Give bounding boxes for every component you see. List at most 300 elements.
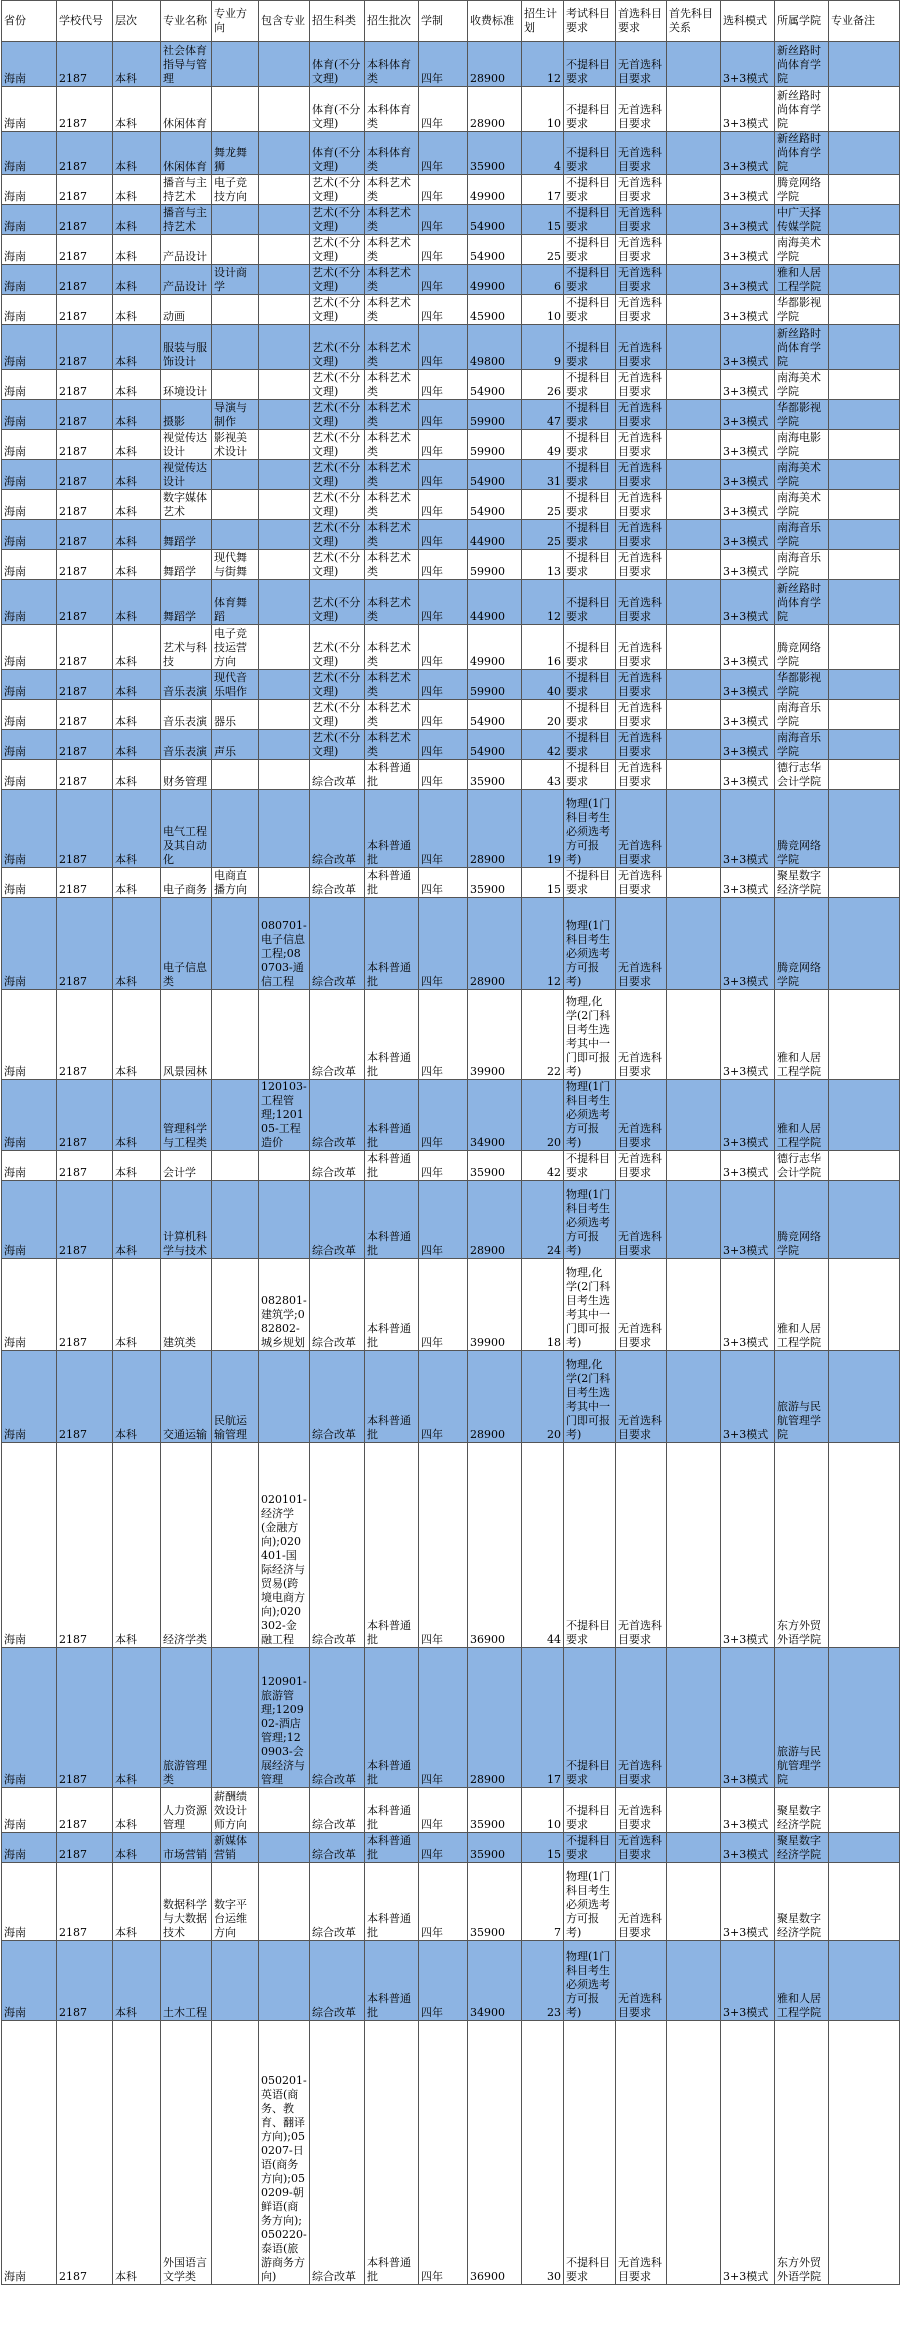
cell-exam-subject-req: 不提科目要求 [564, 760, 616, 790]
cell-duration: 四年 [419, 460, 468, 490]
cell-exam-subject-req: 不提科目要求 [564, 295, 616, 325]
cell-college: 南海音乐学院 [775, 520, 829, 550]
cell-first-subject-req: 无首选科目要求 [616, 1351, 667, 1443]
cell-level: 本科 [113, 1443, 161, 1648]
cell-first-subject-req: 无首选科目要求 [616, 1181, 667, 1259]
cell-province: 海南 [2, 868, 57, 898]
cell-subject-category: 艺术(不分文理) [310, 625, 365, 670]
cell-tuition: 59900 [468, 550, 522, 580]
cell-exam-subject-req: 物理(1门科目考生必须选考方可报考) [564, 898, 616, 990]
cell-subject-category: 艺术(不分文理) [310, 490, 365, 520]
cell-major-name: 交通运输 [161, 1351, 212, 1443]
cell-first-subject-relation [667, 1941, 721, 2021]
cell-province: 海南 [2, 265, 57, 295]
cell-first-subject-relation [667, 2021, 721, 2285]
cell-level: 本科 [113, 1863, 161, 1941]
cell-major-direction [212, 1443, 259, 1648]
table-row [2, 580, 900, 625]
cell-province: 海南 [2, 760, 57, 790]
cell-major-name: 人力资源管理 [161, 1788, 212, 1833]
table-row [2, 325, 900, 370]
cell-major-direction [212, 1080, 259, 1151]
header-tuition: 收费标准 [468, 1, 522, 42]
cell-major-remark [829, 1259, 900, 1351]
cell-subject-category: 艺术(不分文理) [310, 175, 365, 205]
cell-province: 海南 [2, 898, 57, 990]
cell-school-code: 2187 [57, 1351, 113, 1443]
cell-included-majors [259, 550, 310, 580]
cell-selection-mode: 3+3模式 [721, 1648, 775, 1788]
cell-major-remark [829, 1863, 900, 1941]
cell-exam-subject-req: 不提科目要求 [564, 1788, 616, 1833]
cell-school-code: 2187 [57, 700, 113, 730]
admission-plan-table [1, 0, 900, 2285]
table-row [2, 265, 900, 295]
cell-exam-subject-req: 不提科目要求 [564, 550, 616, 580]
cell-major-name: 播音与主持艺术 [161, 175, 212, 205]
cell-subject-category: 艺术(不分文理) [310, 235, 365, 265]
cell-major-name: 数据科学与大数据技术 [161, 1863, 212, 1941]
cell-level: 本科 [113, 700, 161, 730]
cell-major-name: 音乐表演 [161, 670, 212, 700]
cell-school-code: 2187 [57, 670, 113, 700]
cell-exam-subject-req: 不提科目要求 [564, 205, 616, 235]
cell-major-name: 会计学 [161, 1151, 212, 1181]
cell-major-remark [829, 520, 900, 550]
cell-batch: 本科普通批 [365, 790, 419, 868]
table-body [2, 42, 900, 2285]
cell-duration: 四年 [419, 400, 468, 430]
cell-exam-subject-req: 不提科目要求 [564, 400, 616, 430]
cell-tuition: 35900 [468, 1833, 522, 1863]
cell-selection-mode: 3+3模式 [721, 580, 775, 625]
cell-batch: 本科普通批 [365, 990, 419, 1080]
cell-duration: 四年 [419, 42, 468, 87]
cell-batch: 本科艺术类 [365, 265, 419, 295]
cell-first-subject-req: 无首选科目要求 [616, 760, 667, 790]
cell-province: 海南 [2, 460, 57, 490]
cell-school-code: 2187 [57, 1788, 113, 1833]
cell-included-majors [259, 175, 310, 205]
cell-college: 德行志华会计学院 [775, 1151, 829, 1181]
cell-batch: 本科普通批 [365, 1941, 419, 2021]
cell-college: 新丝路时尚体育学院 [775, 580, 829, 625]
cell-tuition: 49900 [468, 175, 522, 205]
cell-first-subject-relation [667, 1181, 721, 1259]
cell-enrollment-plan: 23 [522, 1941, 564, 2021]
header-first-subject-req: 首选科目要求 [616, 1, 667, 42]
cell-duration: 四年 [419, 205, 468, 235]
cell-included-majors [259, 325, 310, 370]
cell-duration: 四年 [419, 1080, 468, 1151]
cell-province: 海南 [2, 2021, 57, 2285]
cell-first-subject-req: 无首选科目要求 [616, 550, 667, 580]
cell-province: 海南 [2, 1863, 57, 1941]
table-row [2, 1181, 900, 1259]
cell-school-code: 2187 [57, 580, 113, 625]
cell-school-code: 2187 [57, 205, 113, 235]
cell-major-remark [829, 1351, 900, 1443]
cell-level: 本科 [113, 670, 161, 700]
cell-duration: 四年 [419, 295, 468, 325]
cell-exam-subject-req: 不提科目要求 [564, 670, 616, 700]
cell-batch: 本科普通批 [365, 1259, 419, 1351]
cell-selection-mode: 3+3模式 [721, 175, 775, 205]
cell-exam-subject-req: 物理,化学(2门科目考生选考其中一门即可报考) [564, 1351, 616, 1443]
cell-major-direction [212, 2021, 259, 2285]
cell-batch: 本科普通批 [365, 898, 419, 990]
cell-major-direction [212, 42, 259, 87]
table-row [2, 990, 900, 1080]
cell-subject-category: 综合改革 [310, 1259, 365, 1351]
cell-included-majors [259, 370, 310, 400]
cell-province: 海南 [2, 490, 57, 520]
cell-major-direction: 民航运输管理 [212, 1351, 259, 1443]
cell-tuition: 36900 [468, 2021, 522, 2285]
cell-selection-mode: 3+3模式 [721, 87, 775, 132]
cell-major-name: 音乐表演 [161, 730, 212, 760]
cell-college: 南海音乐学院 [775, 730, 829, 760]
cell-major-direction: 体育舞蹈 [212, 580, 259, 625]
cell-province: 海南 [2, 295, 57, 325]
header-duration: 学制 [419, 1, 468, 42]
cell-first-subject-req: 无首选科目要求 [616, 1941, 667, 2021]
cell-exam-subject-req: 物理(1门科目考生必须选考方可报考) [564, 1863, 616, 1941]
cell-batch: 本科体育类 [365, 87, 419, 132]
cell-major-name: 艺术与科技 [161, 625, 212, 670]
cell-major-remark [829, 898, 900, 990]
cell-major-name: 旅游管理类 [161, 1648, 212, 1788]
cell-major-direction: 电商直播方向 [212, 868, 259, 898]
cell-included-majors [259, 1788, 310, 1833]
cell-first-subject-req: 无首选科目要求 [616, 580, 667, 625]
cell-province: 海南 [2, 1788, 57, 1833]
cell-major-direction [212, 370, 259, 400]
cell-selection-mode: 3+3模式 [721, 700, 775, 730]
cell-duration: 四年 [419, 670, 468, 700]
cell-major-remark [829, 625, 900, 670]
cell-tuition: 28900 [468, 898, 522, 990]
table-row [2, 42, 900, 87]
cell-enrollment-plan: 13 [522, 550, 564, 580]
cell-school-code: 2187 [57, 1080, 113, 1151]
cell-tuition: 54900 [468, 700, 522, 730]
cell-enrollment-plan: 15 [522, 1833, 564, 1863]
cell-first-subject-relation [667, 730, 721, 760]
cell-tuition: 49900 [468, 265, 522, 295]
cell-school-code: 2187 [57, 550, 113, 580]
cell-exam-subject-req: 不提科目要求 [564, 868, 616, 898]
cell-subject-category: 综合改革 [310, 898, 365, 990]
cell-first-subject-req: 无首选科目要求 [616, 1863, 667, 1941]
cell-selection-mode: 3+3模式 [721, 1941, 775, 2021]
cell-first-subject-relation [667, 325, 721, 370]
cell-level: 本科 [113, 132, 161, 175]
cell-college: 南海美术学院 [775, 235, 829, 265]
cell-major-direction: 现代音乐唱作 [212, 670, 259, 700]
cell-major-direction: 电子竞技方向 [212, 175, 259, 205]
cell-level: 本科 [113, 235, 161, 265]
cell-subject-category: 综合改革 [310, 868, 365, 898]
cell-selection-mode: 3+3模式 [721, 1833, 775, 1863]
cell-exam-subject-req: 不提科目要求 [564, 625, 616, 670]
table-row [2, 1259, 900, 1351]
cell-subject-category: 综合改革 [310, 1443, 365, 1648]
cell-province: 海南 [2, 520, 57, 550]
cell-college: 腾竞网络学院 [775, 790, 829, 868]
cell-duration: 四年 [419, 370, 468, 400]
cell-exam-subject-req: 不提科目要求 [564, 370, 616, 400]
cell-tuition: 59900 [468, 430, 522, 460]
cell-school-code: 2187 [57, 235, 113, 265]
cell-exam-subject-req: 不提科目要求 [564, 730, 616, 760]
cell-first-subject-req: 无首选科目要求 [616, 87, 667, 132]
cell-selection-mode: 3+3模式 [721, 325, 775, 370]
cell-batch: 本科艺术类 [365, 235, 419, 265]
table-row [2, 175, 900, 205]
cell-major-remark [829, 730, 900, 760]
cell-tuition: 39900 [468, 1259, 522, 1351]
cell-school-code: 2187 [57, 760, 113, 790]
cell-major-direction: 薪酬绩效设计师方向 [212, 1788, 259, 1833]
cell-selection-mode: 3+3模式 [721, 430, 775, 460]
header-row [2, 1, 900, 42]
cell-school-code: 2187 [57, 132, 113, 175]
cell-major-name: 土木工程 [161, 1941, 212, 2021]
cell-level: 本科 [113, 175, 161, 205]
cell-subject-category: 艺术(不分文理) [310, 205, 365, 235]
table-row [2, 430, 900, 460]
cell-selection-mode: 3+3模式 [721, 990, 775, 1080]
cell-major-name: 市场营销 [161, 1833, 212, 1863]
cell-major-direction [212, 1259, 259, 1351]
cell-selection-mode: 3+3模式 [721, 1151, 775, 1181]
cell-major-direction [212, 205, 259, 235]
cell-first-subject-relation [667, 625, 721, 670]
cell-major-remark [829, 235, 900, 265]
cell-tuition: 28900 [468, 1181, 522, 1259]
cell-school-code: 2187 [57, 1648, 113, 1788]
cell-major-direction: 导演与制作 [212, 400, 259, 430]
cell-major-direction [212, 1648, 259, 1788]
cell-enrollment-plan: 25 [522, 235, 564, 265]
cell-included-majors [259, 235, 310, 265]
table-row [2, 1863, 900, 1941]
cell-selection-mode: 3+3模式 [721, 898, 775, 990]
cell-first-subject-relation [667, 175, 721, 205]
cell-major-name: 风景园林 [161, 990, 212, 1080]
cell-included-majors [259, 205, 310, 235]
cell-enrollment-plan: 22 [522, 990, 564, 1080]
cell-college: 腾竞网络学院 [775, 175, 829, 205]
cell-tuition: 54900 [468, 205, 522, 235]
cell-school-code: 2187 [57, 87, 113, 132]
cell-school-code: 2187 [57, 898, 113, 990]
table-row [2, 87, 900, 132]
cell-major-name: 休闲体育 [161, 132, 212, 175]
cell-first-subject-req: 无首选科目要求 [616, 868, 667, 898]
cell-first-subject-relation [667, 670, 721, 700]
cell-major-remark [829, 868, 900, 898]
cell-subject-category: 综合改革 [310, 1833, 365, 1863]
cell-major-name: 舞蹈学 [161, 580, 212, 625]
cell-first-subject-relation [667, 1151, 721, 1181]
cell-province: 海南 [2, 1443, 57, 1648]
cell-province: 海南 [2, 1080, 57, 1151]
cell-college: 雅和人居工程学院 [775, 1941, 829, 2021]
cell-duration: 四年 [419, 1443, 468, 1648]
cell-first-subject-relation [667, 1080, 721, 1151]
cell-subject-category: 综合改革 [310, 1941, 365, 2021]
cell-level: 本科 [113, 898, 161, 990]
cell-major-remark [829, 175, 900, 205]
cell-college: 华都影视学院 [775, 670, 829, 700]
cell-major-direction [212, 1181, 259, 1259]
cell-batch: 本科普通批 [365, 1833, 419, 1863]
cell-major-remark [829, 42, 900, 87]
cell-school-code: 2187 [57, 868, 113, 898]
cell-exam-subject-req: 不提科目要求 [564, 1648, 616, 1788]
cell-first-subject-relation [667, 990, 721, 1080]
cell-tuition: 45900 [468, 295, 522, 325]
cell-level: 本科 [113, 550, 161, 580]
cell-first-subject-req: 无首选科目要求 [616, 790, 667, 868]
cell-selection-mode: 3+3模式 [721, 1351, 775, 1443]
cell-subject-category: 综合改革 [310, 990, 365, 1080]
cell-level: 本科 [113, 430, 161, 460]
cell-major-direction [212, 1151, 259, 1181]
cell-major-direction: 电子竞技运营方向 [212, 625, 259, 670]
cell-major-direction: 影视美术设计 [212, 430, 259, 460]
cell-selection-mode: 3+3模式 [721, 205, 775, 235]
cell-major-name: 电子商务 [161, 868, 212, 898]
cell-subject-category: 体育(不分文理) [310, 42, 365, 87]
cell-batch: 本科艺术类 [365, 430, 419, 460]
cell-duration: 四年 [419, 790, 468, 868]
cell-first-subject-relation [667, 520, 721, 550]
cell-tuition: 59900 [468, 400, 522, 430]
cell-college: 新丝路时尚体育学院 [775, 132, 829, 175]
cell-enrollment-plan: 25 [522, 490, 564, 520]
cell-exam-subject-req: 不提科目要求 [564, 490, 616, 520]
cell-selection-mode: 3+3模式 [721, 730, 775, 760]
cell-college: 聚星数字经济学院 [775, 868, 829, 898]
cell-first-subject-req: 无首选科目要求 [616, 175, 667, 205]
cell-major-remark [829, 132, 900, 175]
cell-college: 聚星数字经济学院 [775, 1788, 829, 1833]
cell-province: 海南 [2, 550, 57, 580]
cell-major-remark [829, 1941, 900, 2021]
cell-subject-category: 艺术(不分文理) [310, 430, 365, 460]
cell-included-majors [259, 700, 310, 730]
cell-first-subject-req: 无首选科目要求 [616, 132, 667, 175]
cell-first-subject-req: 无首选科目要求 [616, 1259, 667, 1351]
cell-major-name: 电气工程及其自动化 [161, 790, 212, 868]
cell-exam-subject-req: 不提科目要求 [564, 175, 616, 205]
cell-first-subject-relation [667, 400, 721, 430]
cell-subject-category: 体育(不分文理) [310, 132, 365, 175]
cell-first-subject-req: 无首选科目要求 [616, 1443, 667, 1648]
cell-level: 本科 [113, 42, 161, 87]
cell-selection-mode: 3+3模式 [721, 2021, 775, 2285]
cell-enrollment-plan: 40 [522, 670, 564, 700]
cell-college: 华都影视学院 [775, 295, 829, 325]
cell-enrollment-plan: 30 [522, 2021, 564, 2285]
cell-first-subject-req: 无首选科目要求 [616, 2021, 667, 2285]
cell-college: 旅游与民航管理学院 [775, 1648, 829, 1788]
cell-province: 海南 [2, 1833, 57, 1863]
cell-major-name: 外国语言文学类 [161, 2021, 212, 2285]
cell-duration: 四年 [419, 898, 468, 990]
cell-level: 本科 [113, 205, 161, 235]
header-enrollment-plan: 招生计划 [522, 1, 564, 42]
cell-included-majors [259, 490, 310, 520]
cell-subject-category: 综合改革 [310, 1788, 365, 1833]
cell-first-subject-req: 无首选科目要求 [616, 370, 667, 400]
cell-included-majors [259, 625, 310, 670]
cell-first-subject-req: 无首选科目要求 [616, 1788, 667, 1833]
cell-duration: 四年 [419, 2021, 468, 2285]
cell-first-subject-req: 无首选科目要求 [616, 235, 667, 265]
cell-duration: 四年 [419, 1941, 468, 2021]
cell-first-subject-relation [667, 490, 721, 520]
cell-first-subject-relation [667, 295, 721, 325]
cell-enrollment-plan: 18 [522, 1259, 564, 1351]
cell-major-direction: 舞龙舞狮 [212, 132, 259, 175]
cell-tuition: 35900 [468, 132, 522, 175]
cell-school-code: 2187 [57, 990, 113, 1080]
cell-exam-subject-req: 不提科目要求 [564, 580, 616, 625]
cell-province: 海南 [2, 730, 57, 760]
table-row [2, 2021, 900, 2285]
cell-batch: 本科艺术类 [365, 295, 419, 325]
cell-tuition: 54900 [468, 730, 522, 760]
cell-level: 本科 [113, 1080, 161, 1151]
cell-school-code: 2187 [57, 1181, 113, 1259]
cell-enrollment-plan: 10 [522, 295, 564, 325]
cell-major-direction [212, 235, 259, 265]
cell-major-name: 视觉传达设计 [161, 460, 212, 490]
cell-enrollment-plan: 20 [522, 1351, 564, 1443]
cell-province: 海南 [2, 132, 57, 175]
cell-first-subject-relation [667, 42, 721, 87]
cell-major-remark [829, 265, 900, 295]
cell-tuition: 28900 [468, 42, 522, 87]
table-row [2, 868, 900, 898]
cell-included-majors [259, 1181, 310, 1259]
cell-included-majors [259, 295, 310, 325]
cell-school-code: 2187 [57, 2021, 113, 2285]
cell-subject-category: 艺术(不分文理) [310, 670, 365, 700]
cell-first-subject-req: 无首选科目要求 [616, 42, 667, 87]
cell-province: 海南 [2, 430, 57, 460]
cell-included-majors [259, 430, 310, 460]
cell-major-remark [829, 1833, 900, 1863]
cell-first-subject-req: 无首选科目要求 [616, 1151, 667, 1181]
cell-batch: 本科体育类 [365, 42, 419, 87]
cell-tuition: 44900 [468, 580, 522, 625]
cell-first-subject-req: 无首选科目要求 [616, 400, 667, 430]
cell-school-code: 2187 [57, 265, 113, 295]
cell-school-code: 2187 [57, 790, 113, 868]
cell-tuition: 36900 [468, 1443, 522, 1648]
cell-major-remark [829, 760, 900, 790]
cell-tuition: 44900 [468, 520, 522, 550]
cell-first-subject-req: 无首选科目要求 [616, 898, 667, 990]
cell-level: 本科 [113, 520, 161, 550]
cell-major-name: 音乐表演 [161, 700, 212, 730]
table-row [2, 1788, 900, 1833]
